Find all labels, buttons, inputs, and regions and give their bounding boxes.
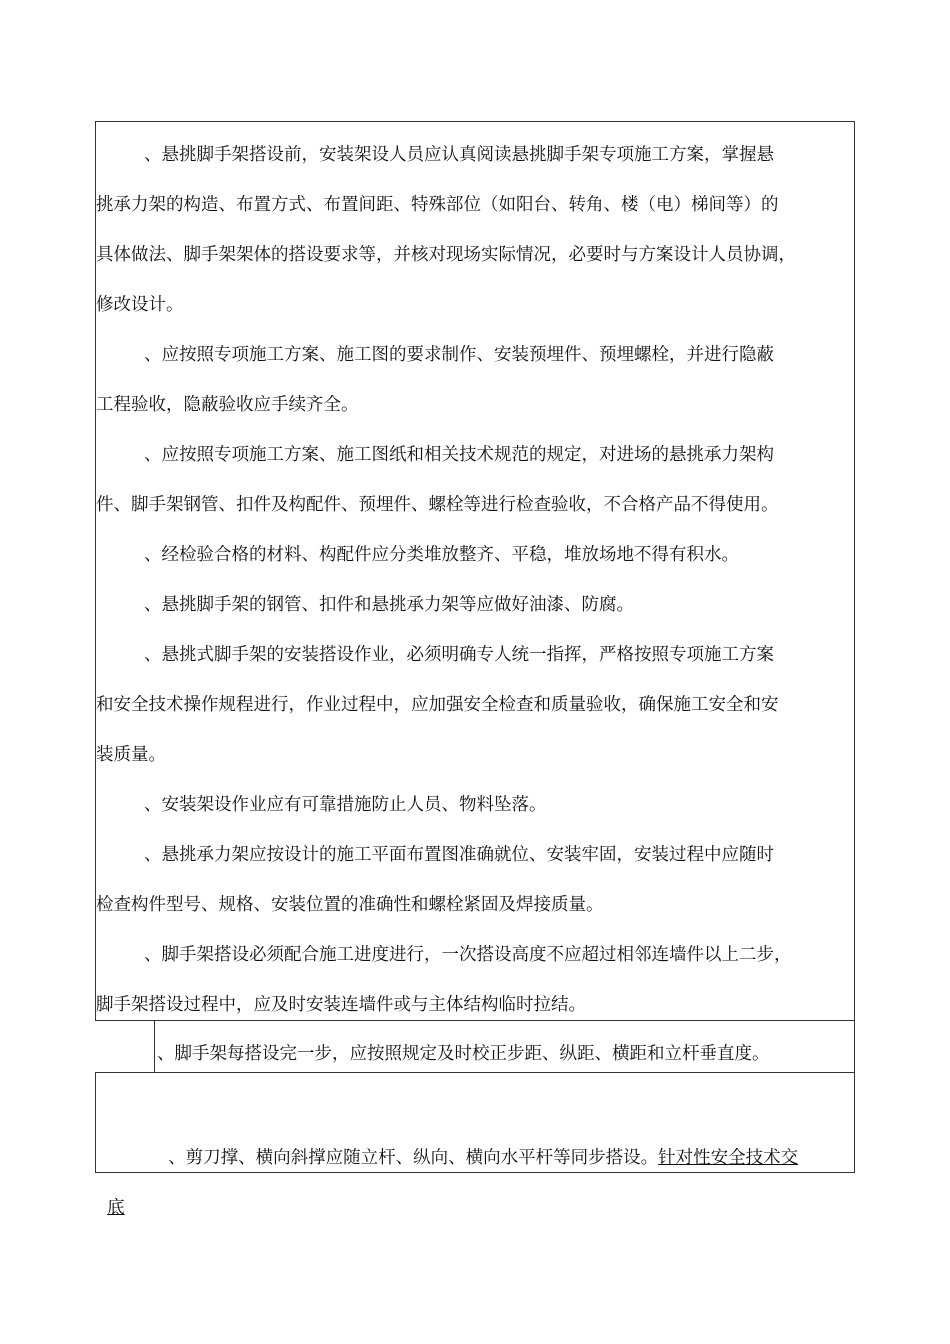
item-5-line-1: 、悬挑脚手架的钢管、扣件和悬挑承力架等应做好油漆、防腐。 <box>144 595 634 615</box>
item-2-line-1: 、应按照专项施工方案、施工图的要求制作、安装预埋件、预埋螺栓，并进行隐蔽 <box>144 345 774 365</box>
item-6-line-3: 装质量。 <box>96 745 166 765</box>
item-6-line-2: 和安全技术操作规程进行，作业过程中，应加强安全检查和质量验收，确保施工安全和安 <box>96 695 779 715</box>
item-10-line-1: 、脚手架每搭设完一步，应按照规定及时校正步距、纵距、横距和立杆垂直度。 <box>157 1044 770 1064</box>
item-1-line-1: 、悬挑脚手架搭设前，安装架设人员应认真阅读悬挑脚手架专项施工方案，掌握悬 <box>144 145 774 165</box>
item-1-line-3: 具体做法、脚手架架体的搭设要求等，并核对现场实际情况，必要时与方案设计人员协调， <box>96 245 796 265</box>
item-11-line-2 <box>96 1133 125 1233</box>
item-2-line-2: 工程验收，隐蔽验收应手续齐全。 <box>96 395 359 415</box>
item-8-line-1: 、悬挑承力架应按设计的施工平面布置图准确就位、安装牢固，安装过程中应随时 <box>144 845 774 865</box>
item-7-line-1: 、安装架设作业应有可靠措施防止人员、物料坠落。 <box>144 795 547 815</box>
item-11-line-1 <box>157 1083 798 1183</box>
targeted-safety-briefing-link-cont[interactable]: 底 <box>107 1198 125 1218</box>
item-1-line-2: 挑承力架的构造、布置方式、布置间距、特殊部位（如阳台、转角、楼（电）梯间等）的 <box>96 195 779 215</box>
item-3-line-2: 件、脚手架钢管、扣件及构配件、预埋件、螺栓等进行检查验收，不合格产品不得使用。 <box>96 495 779 515</box>
item-4-line-1: 、经检验合格的材料、构配件应分类堆放整齐、平稳，堆放场地不得有积水。 <box>144 545 739 565</box>
item-8-line-2: 检查构件型号、规格、安装位置的准确性和螺栓紧固及焊接质量。 <box>96 895 604 915</box>
item-9-line-1: 、脚手架搭设必须配合施工进度进行，一次搭设高度不应超过相邻连墙件以上二步， <box>144 945 792 965</box>
item-3-line-1: 、应按照专项施工方案、施工图纸和相关技术规范的规定，对进场的悬挑承力架构 <box>144 445 774 465</box>
item-1-line-4: 修改设计。 <box>96 295 184 315</box>
item-6-line-1: 、悬挑式脚手架的安装搭设作业，必须明确专人统一指挥，严格按照专项施工方案 <box>144 645 774 665</box>
item-9-line-2: 脚手架搭设过程中，应及时安装连墙件或与主体结构临时拉结。 <box>96 995 586 1015</box>
item-11-text: 、剪刀撑、横向斜撑应随立杆、纵向、横向水平杆等同步搭设。 <box>168 1148 659 1168</box>
targeted-safety-briefing-link[interactable]: 针对性安全技术交 <box>658 1148 799 1168</box>
